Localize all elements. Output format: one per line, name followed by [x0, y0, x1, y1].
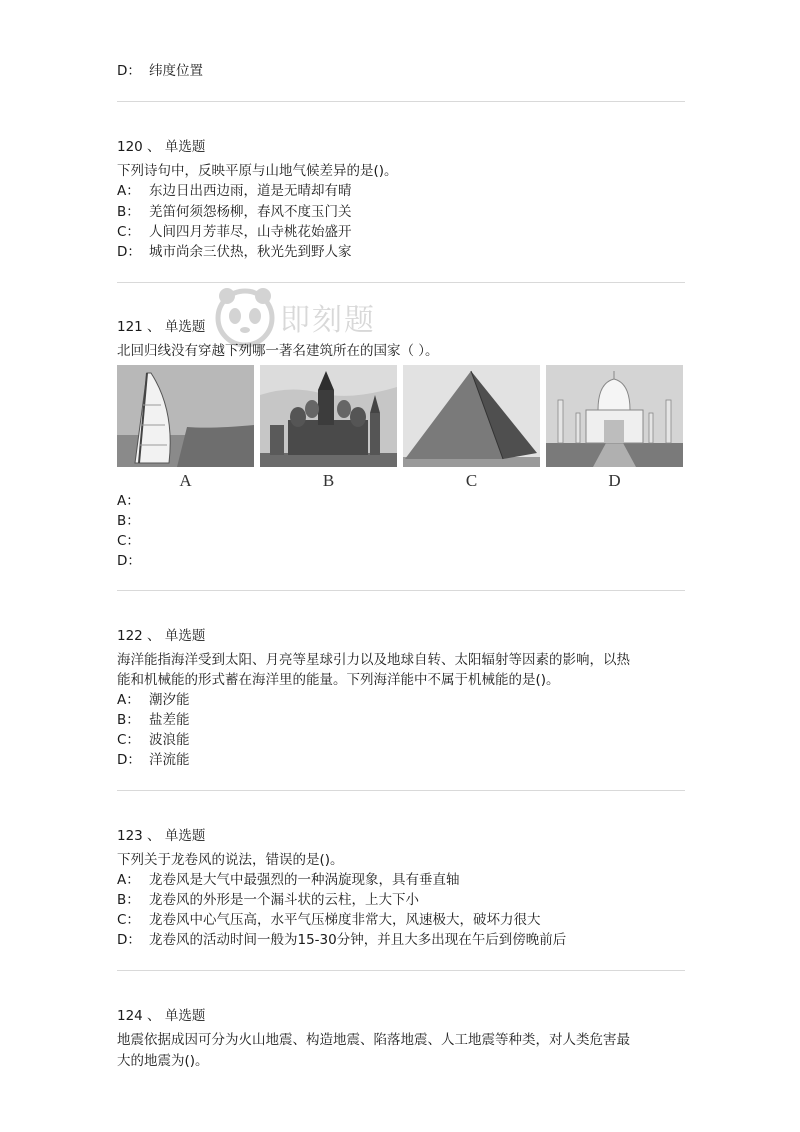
question-header: 120 、 单选题: [117, 139, 206, 155]
option-row[interactable]: [117, 181, 352, 201]
option-letter: B：: [117, 712, 140, 728]
option-letter: D：: [117, 553, 141, 569]
option-text: 城市尚余三伏热，秋光先到野人家: [149, 244, 352, 260]
option-letter: A：: [117, 493, 140, 509]
option-text: 洋流能: [149, 752, 190, 768]
option-text: 纬度位置: [149, 63, 203, 79]
option-row[interactable]: [117, 750, 190, 770]
option-text: 龙卷风中心气压高，水平气压梯度非常大，风速极大，破坏力很大: [149, 912, 541, 928]
option-row[interactable]: [117, 730, 190, 750]
figure-label: A: [179, 471, 192, 490]
st-basils-cathedral-image: [260, 365, 397, 467]
option-letter: A：: [117, 183, 140, 199]
question-divider: [117, 590, 685, 591]
option-letter: D：: [117, 932, 141, 948]
option-text: 龙卷风的活动时间一般为15-30分钟，并且大多出现在午后到傍晚前后: [149, 932, 567, 948]
option-row[interactable]: [117, 710, 190, 730]
question-divider: [117, 790, 685, 791]
figure-label: C: [465, 471, 478, 490]
option-letter: D：: [117, 63, 141, 79]
question-divider: [117, 101, 685, 102]
option-row[interactable]: [117, 511, 149, 531]
option-row[interactable]: [117, 551, 149, 571]
option-row[interactable]: [117, 531, 149, 551]
question-header: 121 、 单选题: [117, 319, 206, 335]
figure-label: D: [608, 471, 621, 490]
option-row[interactable]: [117, 910, 541, 930]
question-figure: [117, 365, 683, 490]
option-letter: C：: [117, 533, 140, 549]
option-row[interactable]: [117, 491, 149, 511]
pyramid-image: [403, 365, 540, 467]
option-row[interactable]: [117, 890, 419, 910]
taj-mahal-image: [546, 365, 683, 467]
question-stem-line: 能和机械能的形式蓄在海洋里的能量。下列海洋能中不属于机械能的是()。: [117, 672, 560, 688]
question-stem: 下列诗句中，反映平原与山地气候差异的是()。: [117, 163, 398, 179]
question-stem-line: 地震依据成因可分为火山地震、构造地震、陷落地震、人工地震等种类，对人类危害最: [117, 1032, 630, 1048]
option-text: 东边日出西边雨，道是无晴却有晴: [149, 183, 352, 199]
question-header: 122 、 单选题: [117, 628, 206, 644]
question-header: 124 、 单选题: [117, 1008, 206, 1024]
option-letter: A：: [117, 692, 140, 708]
option-text: 盐差能: [149, 712, 190, 728]
option-row[interactable]: [117, 202, 352, 222]
option-row: [117, 61, 203, 81]
option-letter: B：: [117, 892, 140, 908]
option-letter: D：: [117, 244, 141, 260]
option-row[interactable]: [117, 870, 460, 890]
option-letter: A：: [117, 872, 140, 888]
option-letter: C：: [117, 224, 140, 240]
figure-label: B: [322, 471, 335, 490]
option-row[interactable]: [117, 690, 190, 710]
option-text: 羌笛何须怨杨柳，春风不度玉门关: [149, 204, 352, 220]
question-header: 123 、 单选题: [117, 828, 206, 844]
question-stem: 下列关于龙卷风的说法，错误的是()。: [117, 852, 344, 868]
question-divider: [117, 970, 685, 971]
option-text: 波浪能: [149, 732, 190, 748]
option-letter: B：: [117, 513, 140, 529]
watermark-text: 即刻题: [280, 303, 376, 338]
option-text: 潮汐能: [149, 692, 190, 708]
option-row[interactable]: [117, 930, 566, 950]
option-row[interactable]: [117, 242, 352, 262]
question-stem-line: 海洋能指海洋受到太阳、月亮等星球引力以及地球自转、太阳辐射等因素的影响，以热: [117, 652, 630, 668]
option-letter: C：: [117, 732, 140, 748]
option-text: 龙卷风是大气中最强烈的一种涡旋现象，具有垂直轴: [149, 872, 460, 888]
option-text: 龙卷风的外形是一个漏斗状的云柱，上大下小: [149, 892, 419, 908]
option-row[interactable]: [117, 222, 352, 242]
question-stem-line: 大的地震为()。: [117, 1053, 209, 1069]
option-text: 人间四月芳菲尽，山寺桃花始盛开: [149, 224, 352, 240]
question-stem: 北回归线没有穿越下列哪一著名建筑所在的国家（ ）。: [117, 343, 439, 359]
option-letter: B：: [117, 204, 140, 220]
option-letter: C：: [117, 912, 140, 928]
option-letter: D：: [117, 752, 141, 768]
burj-al-arab-image: [117, 365, 254, 467]
